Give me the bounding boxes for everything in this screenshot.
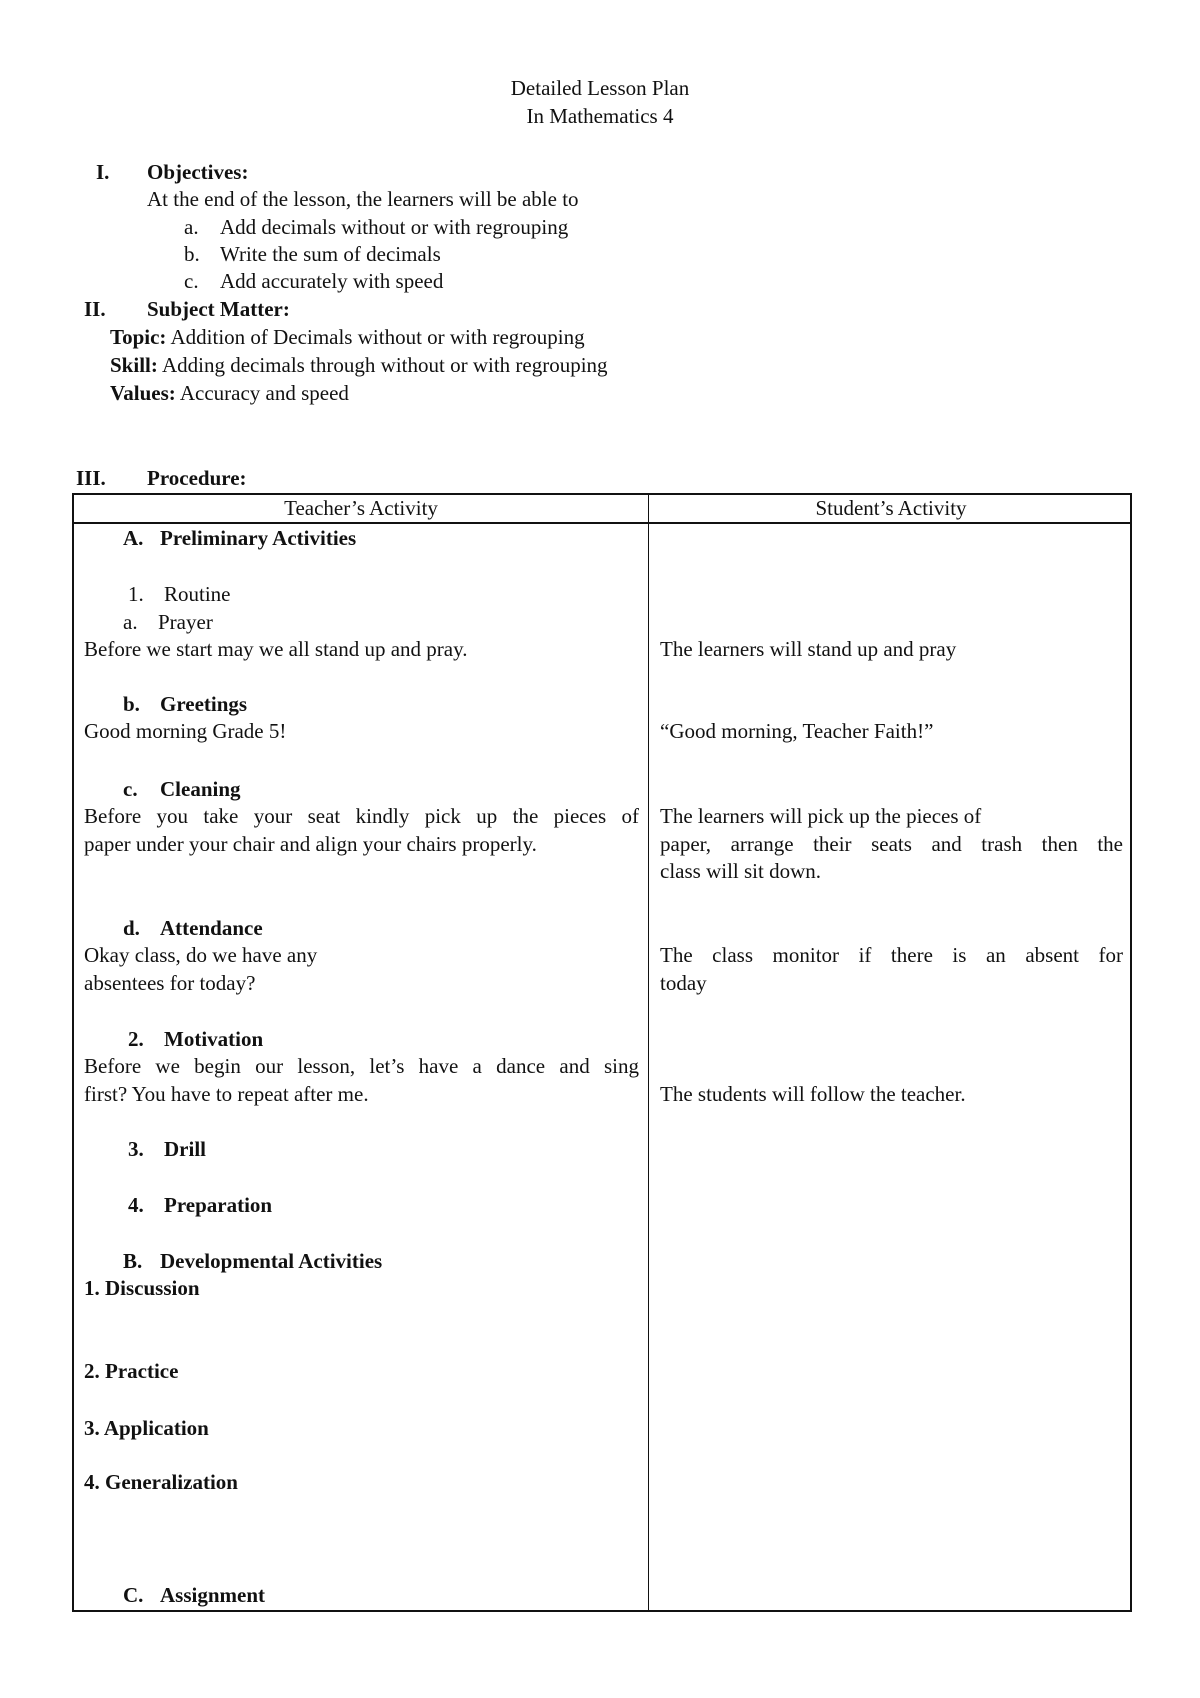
topic-line [110, 324, 585, 351]
preparation-heading: Preparation [164, 1193, 273, 1217]
objectives-intro: At the end of the lesson, the learners will be able to [147, 187, 579, 211]
values-line [110, 380, 349, 407]
routine-number: 1. [128, 582, 144, 606]
attendance-student-line1: The class monitor if there is an absent for [660, 943, 1123, 967]
prelim-letter: A. [123, 526, 144, 550]
attendance-student-line2: today [660, 971, 707, 995]
objective-item-c: Add accurately with speed [220, 269, 444, 293]
subject-heading: Subject Matter: [147, 297, 290, 321]
application-heading: 3. Application [84, 1416, 209, 1440]
discussion-heading: 1. Discussion [84, 1276, 200, 1300]
attendance-teacher-line2: absentees for today? [84, 971, 256, 995]
attendance-heading: Attendance [160, 916, 263, 940]
skill-label: Skill: [110, 353, 158, 377]
developmental-letter: B. [123, 1249, 143, 1273]
attendance-letter: d. [123, 916, 140, 940]
attendance-teacher-line1: Okay class, do we have any [84, 943, 318, 967]
prayer-label: Prayer [158, 610, 213, 634]
generalization-heading: 4. Generalization [84, 1470, 238, 1494]
values-label: Values: [110, 381, 176, 405]
document-title: Detailed Lesson Plan [510, 76, 690, 100]
motivation-teacher-line1: Before we begin our lesson, let’s have a dance and sing [84, 1054, 639, 1078]
drill-heading: Drill [164, 1137, 206, 1161]
objective-item-b: Write the sum of decimals [220, 242, 441, 266]
greetings-heading: Greetings [160, 692, 248, 716]
cleaning-heading: Cleaning [160, 777, 241, 801]
procedure-table [72, 493, 1132, 1612]
topic-label: Topic: [110, 325, 167, 349]
objective-letter-a: a. [184, 215, 199, 239]
motivation-teacher-line2: first? You have to repeat after me. [84, 1082, 369, 1106]
motivation-number: 2. [128, 1027, 144, 1051]
procedure-number: III. [76, 466, 106, 490]
skill-value: Adding decimals through without or with regrouping [157, 353, 608, 377]
drill-number: 3. [128, 1137, 144, 1161]
column-divider [648, 495, 649, 1610]
cleaning-teacher-line2: paper under your chair and align your chairs properly. [84, 832, 537, 856]
greetings-teacher-text: Good morning Grade 5! [84, 719, 287, 743]
values-value: Accuracy and speed [175, 381, 349, 405]
greetings-student-text: “Good morning, Teacher Faith!” [660, 719, 934, 743]
prelim-heading: Preliminary Activities [160, 526, 357, 550]
skill-line [110, 352, 608, 379]
prayer-letter: a. [123, 610, 138, 634]
document-subtitle: In Mathematics 4 [526, 104, 674, 128]
preparation-number: 4. [128, 1193, 144, 1217]
cleaning-letter: c. [123, 777, 138, 801]
objective-letter-b: b. [184, 242, 200, 266]
practice-heading: 2. Practice [84, 1359, 179, 1383]
prayer-student-text: The learners will stand up and pray [660, 637, 957, 661]
motivation-heading: Motivation [164, 1027, 264, 1051]
objective-letter-c: c. [184, 269, 199, 293]
teacher-activity-header: Teacher’s Activity [284, 496, 438, 520]
objectives-number: I. [96, 160, 110, 184]
greetings-letter: b. [123, 692, 140, 716]
assignment-letter: C. [123, 1583, 144, 1607]
assignment-heading: Assignment [160, 1583, 266, 1607]
developmental-heading: Developmental Activities [160, 1249, 383, 1273]
prayer-teacher-text: Before we start may we all stand up and pray. [84, 637, 468, 661]
student-activity-header: Student’s Activity [815, 496, 967, 520]
cleaning-student-line1: The learners will pick up the pieces of [660, 804, 982, 828]
routine-label: Routine [164, 582, 231, 606]
cleaning-student-line2: paper, arrange their seats and trash then the [660, 832, 1123, 856]
cleaning-student-line3: class will sit down. [660, 859, 821, 883]
motivation-student-text: The students will follow the teacher. [660, 1082, 966, 1106]
topic-value: Addition of Decimals without or with regrouping [166, 325, 585, 349]
procedure-heading: Procedure: [147, 466, 247, 490]
objectives-heading: Objectives: [147, 160, 249, 184]
subject-number: II. [84, 297, 106, 321]
objective-item-a: Add decimals without or with regrouping [220, 215, 569, 239]
cleaning-teacher-line1: Before you take your seat kindly pick up the pieces of [84, 804, 639, 828]
